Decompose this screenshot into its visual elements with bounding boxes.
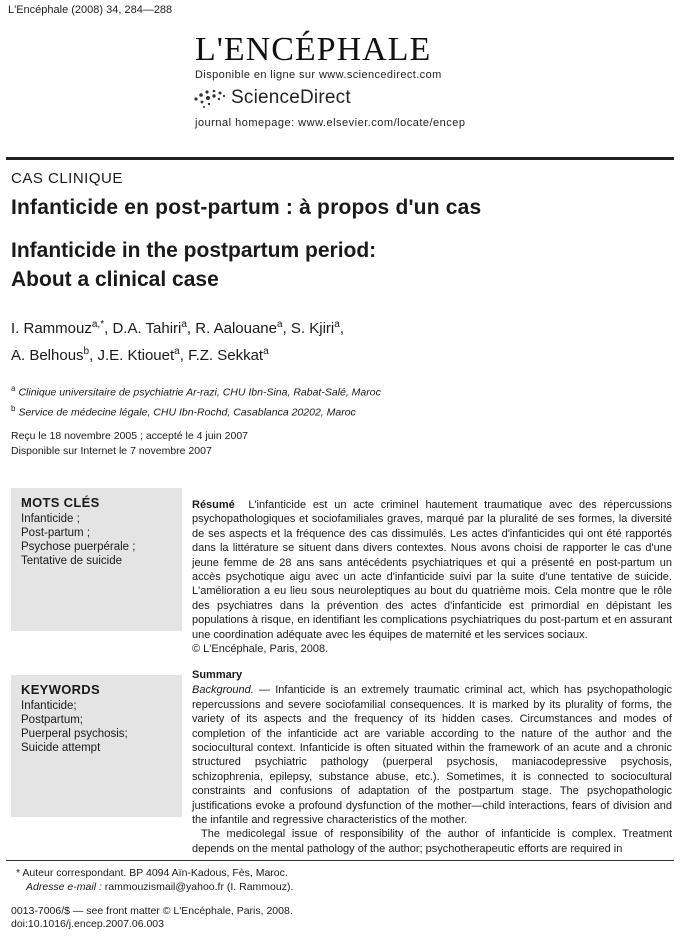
sciencedirect-dots-icon [193,87,227,109]
keyword: Infanticide ; [21,513,80,525]
article-section: CAS CLINIQUE [11,170,123,187]
corresponding-author-footnote [16,866,293,894]
keywords-en-box [11,675,182,817]
online-date: Disponible sur Internet le 7 novembre 2007 [11,445,212,457]
affiliation: $^b$ Service de médecine légale, CHU Ibn-Rochd, Casablanca 20202, Maroc [11,403,356,418]
publisher-name: ScienceDirect [231,87,351,108]
journal-homepage: journal homepage: www.elsevier.com/locate/encep [195,117,466,129]
article-title-en-line2: About a clinical case [11,268,219,291]
resume-fr [192,498,672,656]
doi-line: doi:10.1016/j.encep.2007.06.003 [11,918,164,930]
article-dates [11,429,248,459]
keyword: Post-partum ; [21,527,91,539]
available-online-text: Disponible en ligne sur www.sciencedirect.com [195,69,442,81]
resume-text: L'infanticide est un acte criminel hautement traumatique avec des répercussions psychopathologiques et sociofamiliales graves, marqué par la pluralité de ses formes, la diversité de ses aspects et la fréquence des cas dissimulés. Les actes d'infanticides qui ont été rapportés dans la littérature se situent dans divers contextes. Nous avons choisi de rapporter le cas d'une jeune femme de 28 ans sans antécédents psychiatriques et qui a présenté en post-partum un accès psychotique aigu avec un acte d'infanticide suivi par la suite d'une tentative de suicide. L'amélioration a eu lieu sous neuroleptiques au bout du quatrième mois. Cela montre que le rôle des psychiatres dans la prévention des actes d'infanticide est primordial en dépistant les populations à risque, en identifiant les complications psychiatriques du post-partum et en assurant une coordination adéquate avec les équipes de maternité et les services sociaux. [192,499,672,641]
received-date: Reçu le 18 novembre 2005 ; accepté le 4 juin 2007 [11,430,248,442]
footnote-email: rammouzismail@yahoo.fr (I. Rammouz). [104,881,294,893]
header-divider [6,157,674,160]
issn-line: 0013-7006/$ — see front matter © L'Encéphale, Paris, 2008. [11,905,293,917]
article-title-fr: Infanticide en post-partum : à propos d'un cas [11,196,482,219]
publication-info [11,905,293,931]
author: D.A. Tahiri$^a$, [112,319,196,337]
publisher-logo [193,87,513,109]
keywords-fr-box [11,488,182,631]
article-title-en-line1: Infanticide in the postpartum period: [11,239,377,262]
keywords-fr-title: MOTS CLÉS [21,495,100,510]
author: S. Kjiri$^a$, [290,319,344,337]
journal-title: L'ENCÉPHALE [195,31,432,68]
affiliations [11,381,381,420]
footnote-address: * Auteur correspondant. BP 4094 Aïn-Kadous, Fès, Maroc. [16,867,288,879]
summary-en [192,668,672,856]
keyword: Postpartum; [21,714,83,726]
resume-copyright: © L'Encéphale, Paris, 2008. [192,643,329,656]
summary-background-label: Background. [192,684,254,697]
keyword: Infanticide; [21,700,77,712]
summary-heading: Summary [192,669,243,681]
keywords-en-title: KEYWORDS [21,682,100,697]
author: I. Rammouz$^{a,*}$, [11,319,113,337]
keyword: Tentative de suicide [21,555,123,567]
author: A. Belhous$^b$, [11,346,98,364]
journal-citation: L'Encéphale (2008) 34, 284—288 [8,4,173,16]
affiliation: $^a$ Clinique universitaire de psychiatrie Ar-razi, CHU Ibn-Sina, Rabat-Salé, Maroc [11,384,381,399]
resume-label: Résumé [192,499,235,511]
summary-paragraph: The medicolegal issue of responsibility of the author of infanticide is complex. Treatment depends on the mental pathology of the author; psychotherapeutic efforts are required in [192,828,672,855]
author: F.Z. Sekkat$^a$ [188,346,269,364]
keyword: Psychose puerpérale ; [21,541,136,553]
author-list [11,313,651,367]
author: J.E. Ktiouet$^a$, [97,346,189,364]
summary-paragraph: — Infanticide is an extremely traumatic criminal act, which has psychopathologic repercussions and severe sociofamilial consequences. It is marked by its plurality of forms, the variety of its aspects and the frequency of its hidden cases. Circumstances and modes of completion of the infanticide act are variable according to the nature of the author and the sociocultural context. Infanticide is often situated within the framework of an acute and a chronic structured psychiatric pathology (puerperal psychosis, maniacodepressive psychosis, schizophrenia, epilepsy, substance abuse, etc.). Sometimes, it is connected to sociocultural constraints and confusions of adaptation of the postpartum stage. The psychopathologic justifications evoke a profound dysfunction of the mother—child interactions, fears of division and the infantile and regressive characteristics of the mother. [192,684,672,827]
journal-masthead [193,32,513,129]
author: R. Aalouane$^a$, [195,319,291,337]
article-title-en [11,236,651,294]
keyword: Puerperal psychosis; [21,728,128,740]
keyword: Suicide attempt [21,742,101,754]
footnote-email-label: Adresse e-mail : [26,881,102,893]
footnote-divider [6,860,674,861]
